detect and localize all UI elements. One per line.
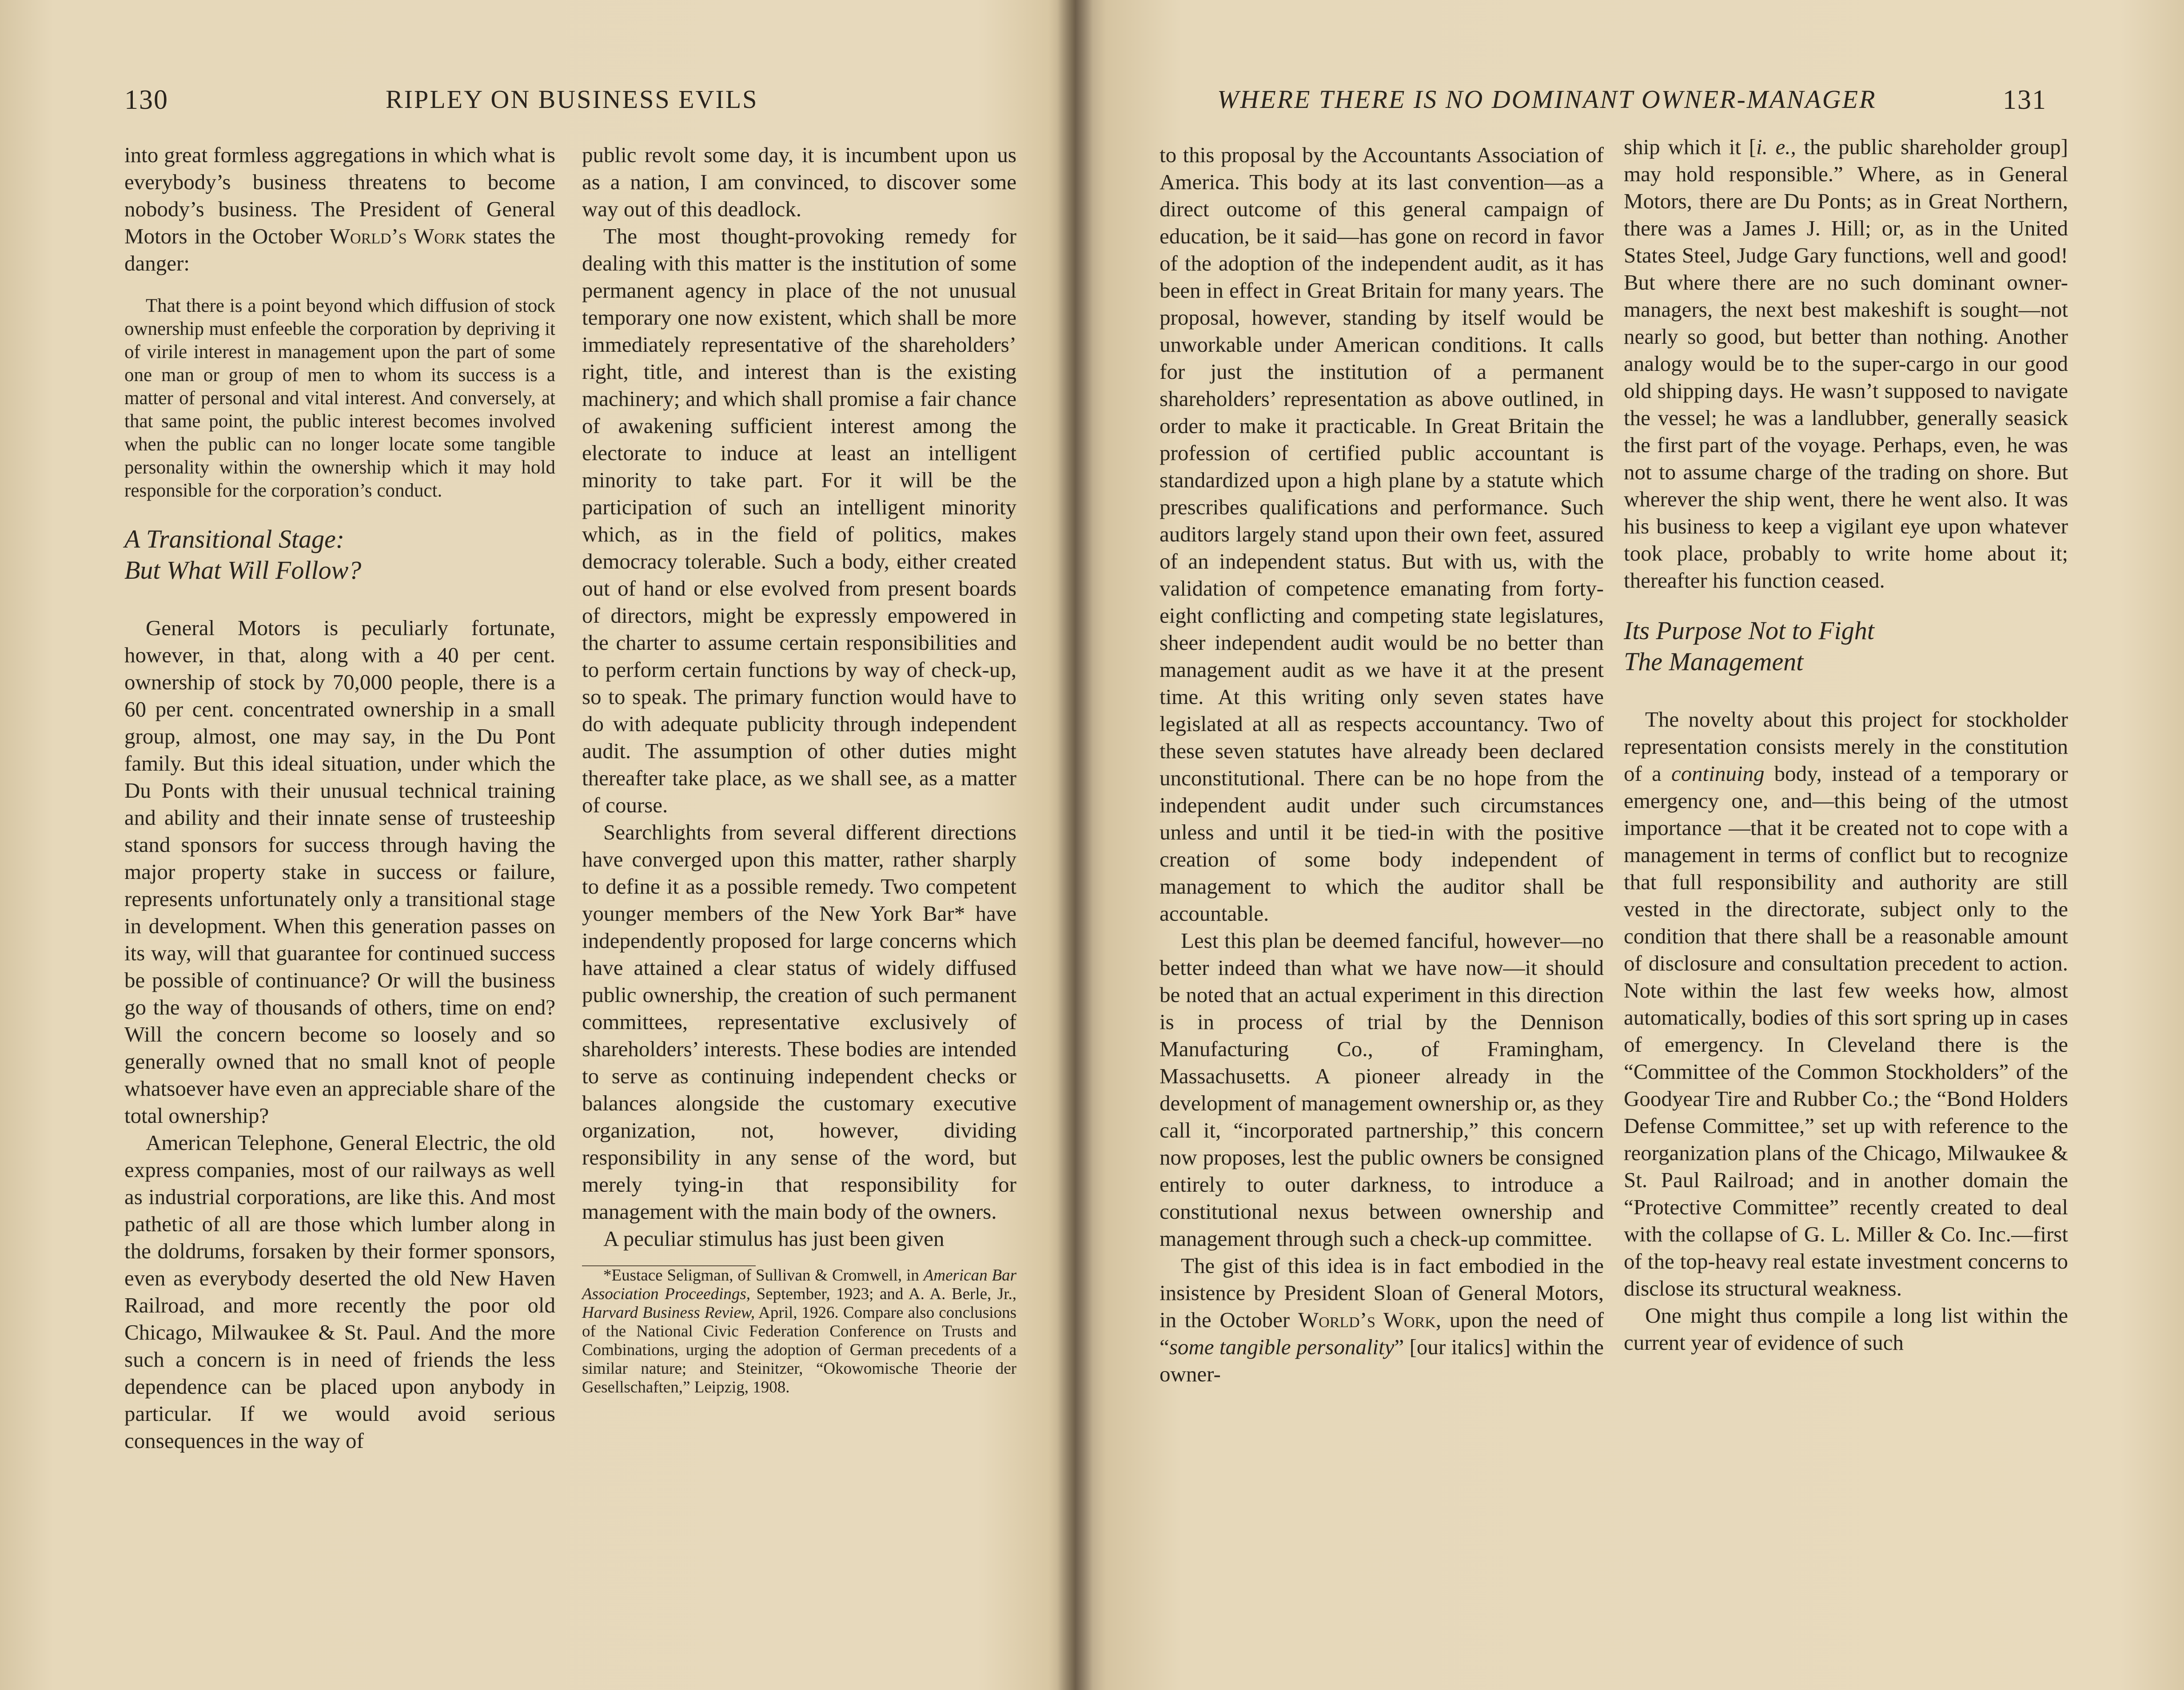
book-gutter (1057, 0, 1093, 1690)
paragraph: One might thus compile a long list within the current year of evidence of such (1624, 1303, 2068, 1355)
right-page (1075, 0, 2184, 1690)
right-column-2 (1624, 133, 2068, 1356)
paragraph: to this proposal by the Accountants Association of America. This body at its last convention—as a direct outcome of this general campaign of education, be it said—has gone on record in favor of the adoption of the independent audit, as it has been in effect in Great Britain for many years. The proposal, however, standing by itself would be unworkable under American conditions. It calls for just the institution of a permanent shareholders’ representation as above outlined, in order to make it practicable. In Great Britain the profession of certified public accountant is standardized upon a high plane by a statute which prescribes qualifications and performance. Such auditors largely stand upon their own feet, assured of an independent status. But with us, with the validation of competence emanating from forty-eight conflicting and competing state legislatures, sheer independent audit would be no better than management audit as we have it at the present time. At this writing only seven states have legislated at all as respects accountancy. Two of these seven statutes have already been declared unconstitutional. There can be no hope from the independent audit under such circumstances unless and until it be tied-in with the positive creation of some body independent of management to which the auditor shall be accountable. (1160, 143, 1604, 926)
left-column-2 (582, 141, 1016, 1397)
footnote: *Eustace Seligman, of Sullivan & Cromwell, in American Bar Association Proceedings, September, 1923; and A. A. Berle, Jr., Harvard Business Review, April, 1926. Compare also conclusions of the National Civic Federation Conference on Trusts and Combinations, urging the adoption of German precedents of a similar nature; and Steinitzer, “Okowomische Theorie der Gesellschaften,” Leipzig, 1908. (582, 1266, 1017, 1396)
paragraph: Searchlights from several different directions have converged upon this matter, rather sharply to define it as a possible remedy. Two competent younger members of the New York Bar* have independently proposed for large concerns which have attained a clear status of widely diffused public ownership, the creation of such permanent committees, representative exclusively of shareholders’ interests. These bodies are intended to serve as continuing independent checks or balances alongside the customary executive organization, not, however, dividing responsibility in any sense of the word, but merely tying-in that responsibility for management with the main body of the owners. (582, 820, 1016, 1224)
paragraph: The most thought-provoking remedy for dealing with this matter is the institution of some permanent agency in place of the not unusual temporary one now existent, which shall be more immediately representative of the shareholders’ right, title, and interest than is the existing machinery; and which shall promise a fair chance of awakening sufficient interest among the electorate to induce at least an intelligent minority to take part. For it will be the participation of such an intelligent minority which, as in the field of politics, makes democracy tolerable. Such a body, either created out of hand or else evolved from present boards of directors, might be expressly empowered in the charter to assume certain responsibilities and to perform certain functions by way of check-up, so to speak. The primary function would have to do with adequate publicity through independent audit. The assumption of other duties might thereafter take place, as we shall see, as a matter of course. (582, 224, 1016, 817)
left-column-1 (124, 141, 555, 1454)
left-page (0, 0, 1075, 1690)
paragraph: The novelty about this project for stockholder representation consists merely in the constitution of a continuing body, instead of a temporary or emergency one, and—this being of the utmost importance —that it be created not to cope with a management in terms of conflict but to recognize that full responsibility and authority are still vested in the directorate, subject only to the condition that there shall be a reasonable amount of disclosure and consultation precedent to action. Note within the last few weeks how, almost automatically, bodies of this sort spring up in cases of emergency. In Cleveland there is the “Committee of the Common Stockholders” of the Goodyear Tire and Rubber Co.; the “Bond Holders Defense Committee,” set up with reference to the reorganization plans of the Chicago, Milwaukee & St. Paul Railroad; and in another domain the “Protective Committee” recently created to deal with the collapse of G. L. Miller & Co. Inc.—first of the top-heavy real estate investment concerns to disclose its structural weakness. (1624, 707, 2068, 1300)
paragraph: The gist of this idea is in fact embodied in the insistence by President Sloan of General Motors, in the October World’s Work, upon the need of “some tangible personality” [our italics] within the owner- (1160, 1253, 1604, 1386)
page-number-left: 130 (124, 85, 168, 115)
paragraph: public revolt some day, it is incumbent upon us as a nation, I am convinced, to discover some way out of this deadlock. (582, 143, 1016, 221)
paragraph: General Motors is peculiarly fortunate, however, in that, along with a 40 per cent. ownership of stock by 70,000 people, there is a 60 per cent. concentrated ownership in a small group, almost, one may say, in the Du Pont family. But this ideal situation, under which the Du Ponts with their unusual technical training and ability and their innate sense of trusteeship stand sponsors for success through having the major property stake in success or failure, represents unfortunately only a transitional stage in development. When this generation passes on its way, will that guarantee for continued success be possible of continuance? Or will the business go the way of thousands of others, time on end? Will the concern become so loosely and so generally owned that no small knot of people whatsoever have even an appreciable share of the total ownership? (124, 616, 555, 1128)
block-quote: That there is a point beyond which diffusion of stock ownership must enfeeble the corporation by depriving it of virile interest in management upon the part of some one man or group of men to whom its success is a matter of personal and vital interest. And conversely, at that same point, the public interest becomes involved when the public can no longer locate some tangible personality within the ownership which it may hold responsible for the corporation’s conduct. (124, 295, 555, 501)
running-head-right: WHERE THERE IS NO DOMINANT OWNER-MANAGER (1217, 85, 1877, 114)
paragraph: ship which it [i. e., the public shareholder group] may hold responsible.” Where, as in General Motors, there are Du Ponts; as in Great Northern, there was a James J. Hill; or, as in the United States Steel, Judge Gary functions, well and good! But where there are no such dominant owner-managers, the next best makeshift is sought—not nearly so good, but better than nothing. Another analogy would be to the super-cargo in our good old shipping days. He wasn’t supposed to navigate the vessel; he was a landlubber, generally seasick the first part of the voyage. Perhaps, even, he was not to assume charge of the trading on shore. But wherever the ship went, there he went also. It was his business to keep a vigilant eye upon whatever took place, probably to write home about it; thereafter his function ceased. (1624, 135, 2068, 592)
page-number-right: 131 (2003, 85, 2047, 115)
paragraph: American Telephone, General Electric, the old express companies, most of our railways as well as industrial corporations, are like this. And most pathetic of all are those which lumber along in the doldrums, forsaken by their former sponsors, even as everybody deserted the old New Haven Railroad, and more recently the poor old Chicago, Milwaukee & St. Paul. And the more such a concern is in need of friends the less dependence can be placed upon anybody in particular. If we would avoid serious consequences in the way of (124, 1130, 555, 1453)
paragraph: Lest this plan be deemed fanciful, however—no better indeed than what we have now—it should be noted that an actual experiment in this direction is in process of trial by the Dennison Manufacturing Co., of Framingham, Massachusetts. A pioneer already in the development of management ownership or, as they call it, “incorporated partnership,” this concern now proposes, lest the public owners be consigned entirely to outer darkness, to introduce a constitutional nexus between ownership and management through such a check-up committee. (1160, 928, 1604, 1251)
section-subheading: A Transitional Stage: But What Will Follow? (124, 525, 362, 585)
paragraph: into great formless aggregations in which what is everybody’s business threatens to become nobody’s business. The President of General Motors in the October World’s Work states the danger: (124, 143, 555, 275)
section-subheading: Its Purpose Not to Fight The Management (1624, 616, 1874, 676)
right-column-1 (1160, 141, 1604, 1388)
running-head-left: RIPLEY ON BUSINESS EVILS (386, 85, 758, 114)
paragraph: A peculiar stimulus has just been given (603, 1226, 945, 1251)
